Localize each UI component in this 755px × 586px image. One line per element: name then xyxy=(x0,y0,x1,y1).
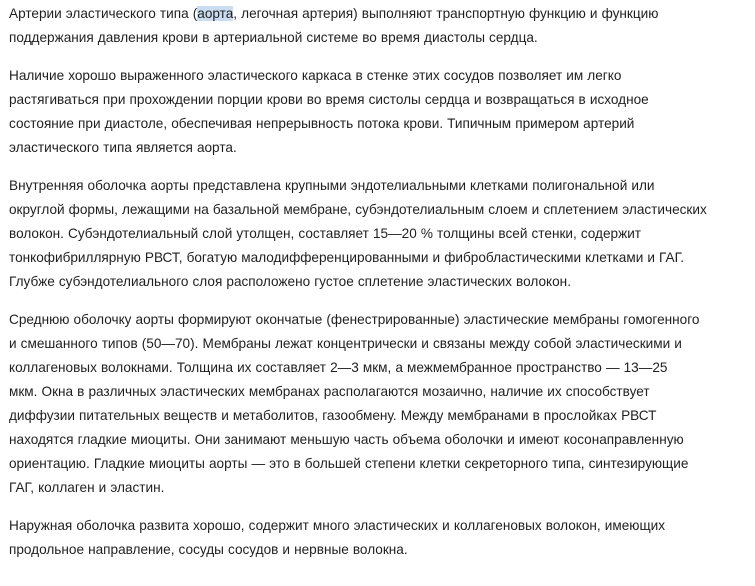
paragraph-line: находятся гладкие миоциты. Они занимают меньшую часть объема оболочки и имеют косонаправленную xyxy=(9,432,684,447)
paragraph-line: продольное направление, сосуды сосудов и нервные волокна. xyxy=(9,542,408,557)
paragraph-line: мкм. Окна в различных эластических мембранах располагаются мозаично, наличие их способствует xyxy=(9,384,650,399)
paragraph-5 xyxy=(9,514,749,562)
selected-word-aorta[interactable]: аорта xyxy=(197,6,234,21)
paragraph-line: ориентацию. Гладкие миоциты аорты — это в большей степени клетки секреторного типа, синтезирующие xyxy=(9,456,689,471)
paragraph-line: Глубже субэндотелиального слоя расположено густое сплетение эластических волокон. xyxy=(9,274,571,289)
paragraph-line: коллагеновых волокнами. Толщина их составляет 2—3 мкм, а межмембранное пространство — 13—25 xyxy=(9,360,668,375)
paragraph-line: эластического типа является аорта. xyxy=(9,140,237,155)
paragraph-line xyxy=(9,2,749,26)
paragraph-line: волокон. Субэндотелиальный слой утолщен, составляет 15—20 % толщины всей стенки, содержит xyxy=(9,226,642,241)
paragraph-line: Наличие хорошо выраженного эластического каркаса в стенке этих сосудов позволяет им легко xyxy=(9,68,622,83)
paragraph-line: растягиваться при прохождении порции крови во время систолы сердца и возвращаться в исходное xyxy=(9,92,649,107)
paragraph-line: тонкофибриллярную РВСТ, богатую малодифференцированными и фибробластическими клетками и ГАГ. xyxy=(9,250,685,265)
paragraph-line: Среднюю оболочку аорты формируют окончатые (фенестрированные) эластические мембраны гомогенного xyxy=(9,312,700,327)
paragraph-1 xyxy=(9,2,749,50)
paragraph-line: и смешанного типов (50—70). Мембраны лежат концентрически и связаны между собой эластическими и xyxy=(9,336,682,351)
paragraph-line: диффузии питательных веществ и метаболитов, газообмену. Между мембранами в прослойках РВСТ xyxy=(9,408,657,423)
paragraph-line: Внутренняя оболочка аорты представлена крупными эндотелиальными клетками полигональной или xyxy=(9,178,655,193)
text-span: Артерии эластического типа ( xyxy=(9,6,198,21)
paragraph-2 xyxy=(9,64,749,160)
paragraph-line: ГАГ, коллаген и эластин. xyxy=(9,480,165,495)
paragraph-3 xyxy=(9,174,749,294)
paragraph-line: округлой формы, лежащими на базальной мембране, субэндотелиальным слоем и сплетением эластических xyxy=(9,202,707,217)
text-span: , легочная артерия) выполняют транспортную функцию и функцию xyxy=(233,6,659,21)
paragraph-4 xyxy=(9,308,749,500)
paragraph-line: поддержания давления крови в артериальной системе во время диастолы сердца. xyxy=(9,30,538,45)
paragraph-line: Наружная оболочка развита хорошо, содержит много эластических и коллагеновых волокон, имеющих xyxy=(9,518,666,533)
paragraph-line: состояние при диастоле, обеспечивая непрерывность потока крови. Типичным примером артерий xyxy=(9,116,635,131)
